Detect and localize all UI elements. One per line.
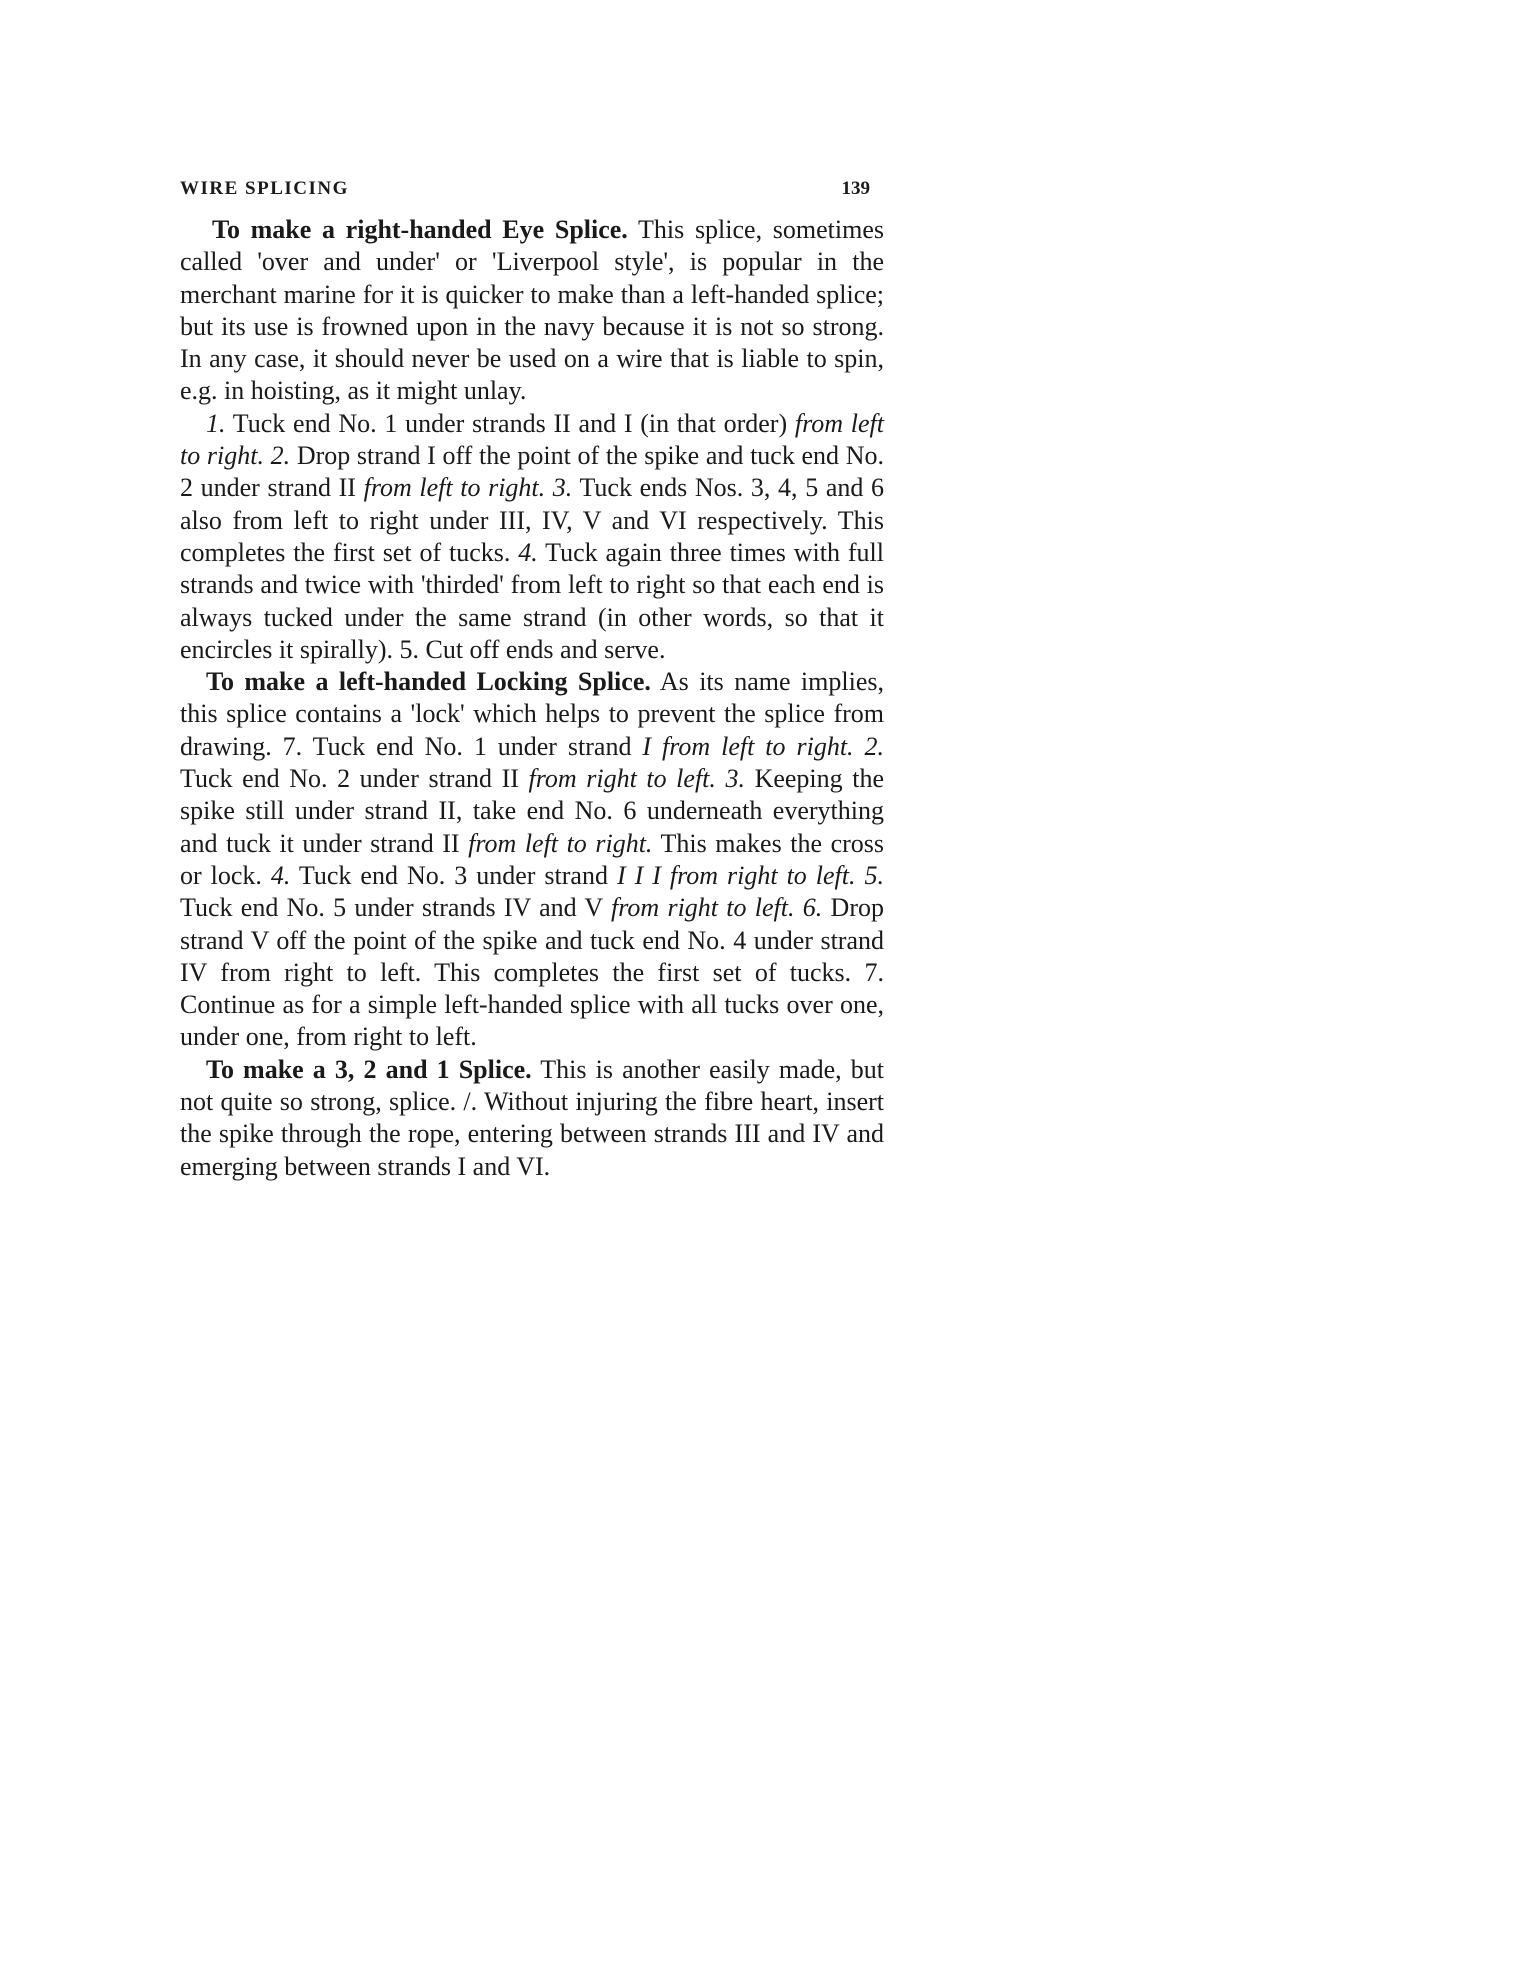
italic-text: 1.	[206, 408, 226, 438]
body-text: As its name implies, this splice contains a 'lock' which helps to prevent the splice from drawing. 7. Tuck end No. 1 under strand	[180, 667, 884, 761]
italic-text: I I I from right to left. 5.	[616, 860, 884, 890]
paragraph-right-handed-eye-splice-steps	[180, 408, 884, 666]
running-title: WIRE SPLICING	[180, 178, 349, 199]
italic-text: 4.	[270, 860, 291, 890]
body-text: Tuck end No. 1 under strands II and I (in that order)	[225, 408, 795, 438]
italic-text: 4.	[518, 537, 538, 567]
paragraph-left-handed-locking-splice	[180, 666, 884, 1054]
book-page	[180, 178, 884, 1183]
section-heading: To make a left-handed Locking Splice.	[206, 667, 651, 697]
italic-text: from right to left. 6.	[611, 893, 823, 923]
body-text: Tuck again three times with full strands and twice with 'thirded' from left to right so that each end is always tucked under the same strand (in other words, so that it encircles it spirally). 5. Cut off ends and serve.	[180, 537, 884, 664]
body-text: Tuck end No. 2 under strand II	[180, 764, 529, 794]
italic-text: from right to left. 3.	[528, 764, 745, 794]
paragraph-right-handed-eye-splice	[180, 214, 884, 408]
body-text: Tuck end No. 5 under strands IV and V	[180, 893, 612, 923]
body-text: This splice, sometimes called 'over and under' or 'Liverpool style', is popular in the merchant marine for it is quicker to make than a left-handed splice; but its use is frowned upon in the navy because it is not so strong. In any case, it should never be used on a wire that is liable to spin, e.g. in hoisting, as it might unlay.	[180, 215, 884, 406]
body-text: Keeping the spike still under strand II, take end No. 6 underneath everything and tuck it under strand II	[180, 764, 884, 858]
paragraph-three-two-one-splice	[180, 1054, 884, 1183]
body-text: This is another easily made, but not quite so strong, splice. /. Without injuring the fibre heart, insert the spike through the rope, entering between strands III and IV and emerging between strands I and VI.	[180, 1054, 884, 1181]
italic-text: from left to right. 2.	[180, 408, 884, 471]
section-heading: To make a right-handed Eye Splice.	[212, 215, 628, 244]
italic-text: I from left to right. 2.	[642, 731, 884, 761]
section-heading: To make a 3, 2 and 1 Splice.	[206, 1054, 532, 1084]
body-text: Drop strand V off the point of the spike and tuck end No. 4 under strand IV from right to left. This completes the first set of tucks. 7. Continue as for a simple left-handed splice with all tucks over one, under one, from right to left.	[180, 893, 884, 1052]
page-number: 139	[841, 178, 870, 199]
running-head	[180, 178, 884, 200]
body-text: Tuck end No. 3 under strand	[290, 860, 617, 890]
body-text: Drop strand I off the point of the spike and tuck end No. 2 under strand II	[180, 441, 884, 503]
italic-text: from left to right. 3.	[363, 473, 573, 503]
body-text: This makes the cross or lock.	[180, 828, 884, 890]
italic-text: from left to right.	[468, 828, 653, 858]
body-text: Tuck ends Nos. 3, 4, 5 and 6 also from left to right under III, IV, V and VI respectively. This completes the first set of tucks.	[180, 473, 884, 567]
